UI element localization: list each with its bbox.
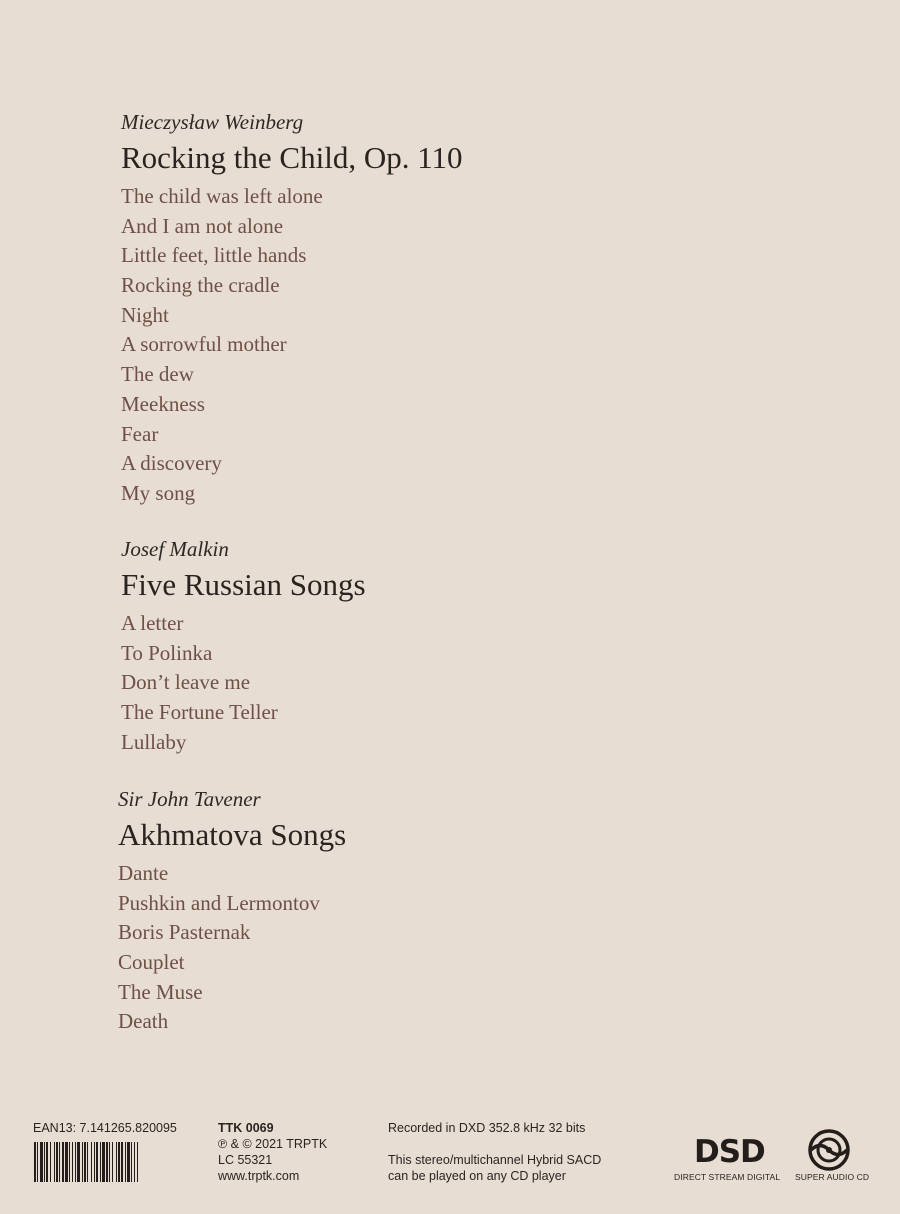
track-item: Lullaby: [121, 729, 187, 754]
sacd-caption: SUPER AUDIO CD: [795, 1172, 870, 1182]
recording-info: Recorded in DXD 352.8 kHz 32 bits: [388, 1121, 586, 1135]
super-audio-cd-logo-icon: [807, 1128, 851, 1172]
work-section-malkin: [121, 536, 366, 757]
sacd-info-line: can be played on any CD player: [388, 1169, 566, 1183]
track-list: [118, 859, 346, 1037]
ean-code: EAN13: 7.141265.820095: [33, 1121, 177, 1135]
composer-name: Josef Malkin: [121, 537, 229, 561]
track-item: And I am not alone: [121, 213, 284, 238]
dsd-caption: DIRECT STREAM DIGITAL: [674, 1172, 781, 1182]
track-item: A letter: [121, 611, 184, 635]
work-title: Five Russian Songs: [121, 567, 366, 602]
track-item: Little feet, little hands: [121, 243, 307, 268]
track-item: My song: [121, 480, 196, 505]
sacd-info-line: This stereo/multichannel Hybrid SACD: [388, 1153, 602, 1167]
composer-name: Sir John Tavener: [118, 787, 261, 811]
track-item: A discovery: [121, 451, 222, 476]
track-item: Night: [121, 302, 169, 327]
track-item: The dew: [121, 362, 194, 387]
label-code: LC 55321: [218, 1153, 273, 1167]
work-title: Rocking the Child, Op. 110: [121, 140, 463, 175]
track-item: A sorrowful mother: [121, 332, 287, 357]
track-item: Rocking the cradle: [121, 273, 280, 298]
sacd-info: [388, 1152, 601, 1184]
work-section-tavener: [118, 786, 346, 1037]
track-list: [121, 609, 366, 757]
track-item: Fear: [121, 421, 159, 446]
website-link[interactable]: www.trptk.com: [218, 1169, 300, 1183]
dsd-logo: DSD: [694, 1134, 765, 1170]
track-item: Death: [118, 1009, 169, 1034]
track-list: [121, 182, 463, 509]
track-item: Pushkin and Lermontov: [118, 890, 320, 915]
barcode-icon: [34, 1142, 202, 1182]
composer-name: Mieczysław Weinberg: [121, 110, 304, 134]
track-item: The Fortune Teller: [121, 700, 278, 725]
track-item: Don’t leave me: [121, 670, 251, 695]
track-item: Meekness: [121, 391, 205, 416]
track-item: Dante: [118, 861, 169, 885]
catalog-number: TTK 0069: [218, 1121, 274, 1135]
track-item: Couplet: [118, 950, 185, 975]
copyright-line: ℗ & © 2021 TRPTK: [218, 1137, 328, 1151]
work-title: Akhmatova Songs: [118, 817, 347, 852]
track-item: Boris Pasternak: [118, 920, 251, 945]
catalog-info: [218, 1120, 327, 1184]
track-item: The Muse: [118, 979, 203, 1004]
work-section-weinberg: [121, 109, 463, 509]
track-item: To Polinka: [121, 640, 213, 665]
track-item: The child was left alone: [121, 184, 323, 208]
